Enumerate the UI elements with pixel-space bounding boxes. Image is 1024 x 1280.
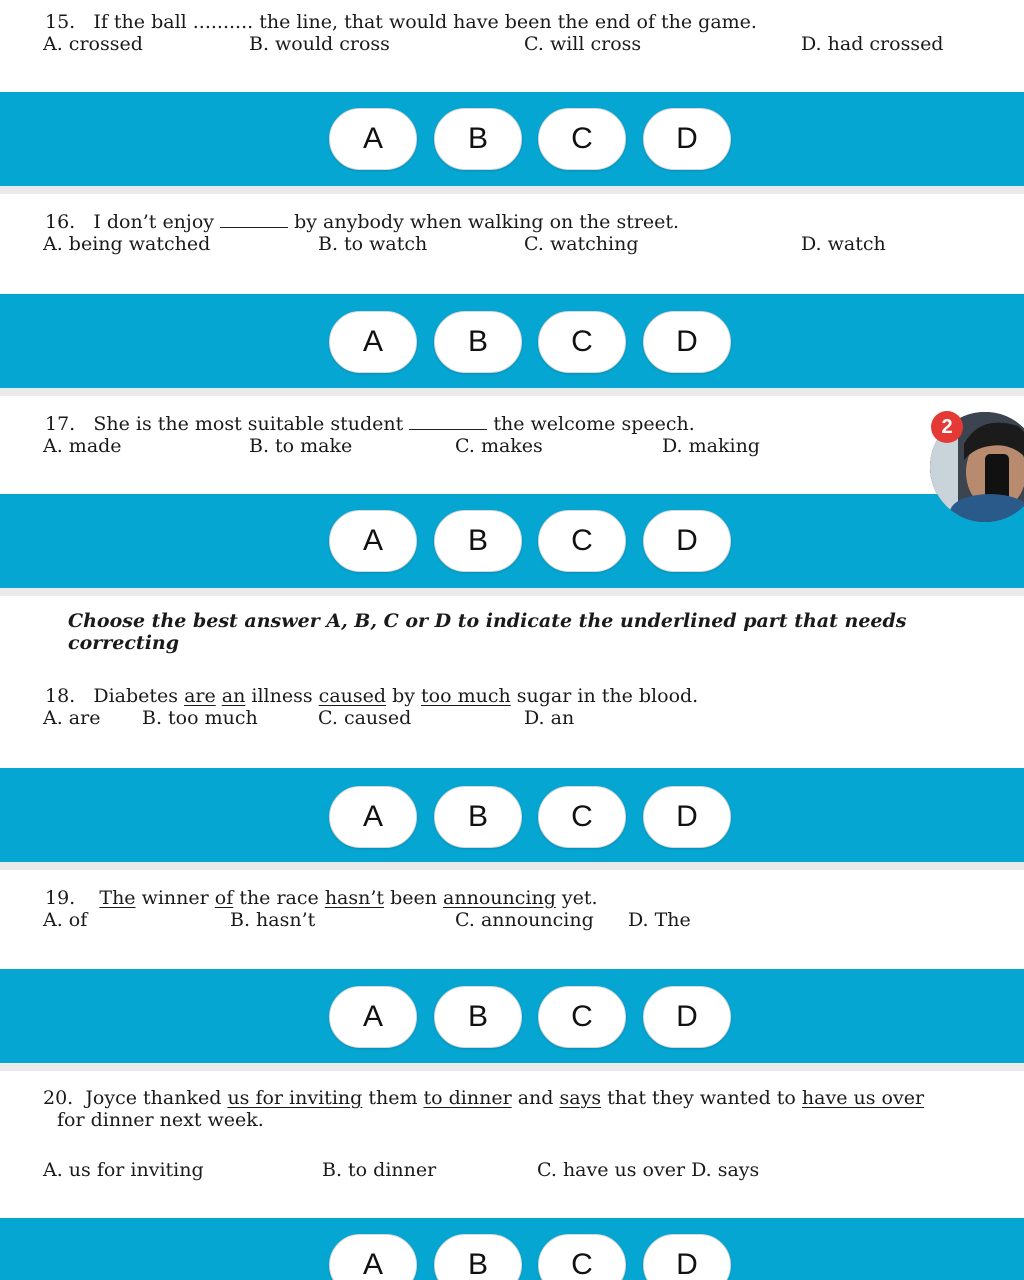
question-16-stem: 16. I don’t enjoy by anybody when walking on the street. (45, 211, 680, 233)
notification-badge: 2 (931, 411, 963, 443)
answer-button-c[interactable]: C (538, 311, 626, 373)
question-17-stem: 17. She is the most suitable student the welcome speech. (45, 413, 695, 435)
question-19-option-d: D. The (628, 909, 691, 931)
answer-button-d[interactable]: D (643, 986, 731, 1048)
answer-button-c[interactable]: C (538, 986, 626, 1048)
underlined-part: hasn’t (324, 887, 385, 909)
question-15-option-d: D. had crossed (801, 33, 944, 55)
divider (0, 388, 1024, 396)
underlined-part: an (221, 685, 246, 707)
answer-button-c[interactable]: C (538, 1234, 626, 1280)
question-20-option-a: A. us for inviting (43, 1159, 204, 1181)
question-15-option-b: B. would cross (249, 33, 390, 55)
answer-blank (409, 415, 487, 430)
answer-button-d[interactable]: D (643, 108, 731, 170)
answer-button-b[interactable]: B (434, 108, 522, 170)
answer-button-c[interactable]: C (538, 108, 626, 170)
underlined-part: us for inviting (227, 1087, 363, 1109)
underlined-part: have us over (801, 1087, 925, 1109)
question-17-option-b: B. to make (249, 435, 353, 457)
question-18-option-a: A. are (43, 707, 101, 729)
question-18-sentence: 18. Diabetes are an illness caused by too much sugar in the blood. (45, 685, 699, 707)
answer-button-a[interactable]: A (329, 510, 417, 572)
question-18-option-b: B. too much (142, 707, 258, 729)
underlined-part: The (99, 887, 136, 909)
divider (0, 1063, 1024, 1071)
answer-button-c[interactable]: C (538, 786, 626, 848)
question-20-sentence: 20. Joyce thanked us for inviting them to dinner and says that they wanted to have us over (43, 1087, 925, 1109)
answer-button-b[interactable]: B (434, 1234, 522, 1280)
question-19-option-a: A. of (43, 909, 88, 931)
answer-button-a[interactable]: A (329, 108, 417, 170)
answer-button-a[interactable]: A (329, 986, 417, 1048)
answer-button-d[interactable]: D (643, 786, 731, 848)
answer-button-d[interactable]: D (643, 510, 731, 572)
question-19-option-b: B. hasn’t (230, 909, 316, 931)
question-20-option-c-d: C. have us over D. says (537, 1159, 760, 1181)
question-19-sentence: 19. The winner of the race hasn’t been announcing yet. (45, 887, 598, 909)
divider (0, 588, 1024, 596)
underlined-part: says (559, 1087, 602, 1109)
answer-button-d[interactable]: D (643, 1234, 731, 1280)
question-20-sentence-line2: for dinner next week. (57, 1109, 264, 1131)
question-15-option-a: A. crossed (43, 33, 143, 55)
answer-button-a[interactable]: A (329, 786, 417, 848)
answer-band-20 (0, 1218, 1024, 1280)
question-20-option-b: B. to dinner (322, 1159, 437, 1181)
answer-button-a[interactable]: A (329, 1234, 417, 1280)
answer-band-16 (0, 294, 1024, 388)
answer-button-b[interactable]: B (434, 986, 522, 1048)
question-19-option-c: C. announcing (455, 909, 594, 931)
answer-button-b[interactable]: B (434, 786, 522, 848)
answer-button-a[interactable]: A (329, 311, 417, 373)
divider (0, 186, 1024, 194)
divider (0, 862, 1024, 870)
underlined-part: are (184, 685, 216, 707)
question-15-option-c: C. will cross (524, 33, 642, 55)
question-16-option-b: B. to watch (318, 233, 428, 255)
underlined-part: of (214, 887, 234, 909)
answer-band-17 (0, 494, 1024, 588)
question-16-option-a: A. being watched (43, 233, 211, 255)
answer-button-c[interactable]: C (538, 510, 626, 572)
section-instruction: Choose the best answer A, B, C or D to indicate the underlined part that needs correcting (68, 610, 907, 654)
answer-band-18 (0, 768, 1024, 862)
question-18-option-c: C. caused (318, 707, 412, 729)
question-18-option-d: D. an (524, 707, 575, 729)
answer-button-d[interactable]: D (643, 311, 731, 373)
question-17-option-d: D. making (662, 435, 760, 457)
answer-band-15 (0, 92, 1024, 186)
question-17-option-a: A. made (43, 435, 122, 457)
answer-button-b[interactable]: B (434, 510, 522, 572)
underlined-part: announcing (443, 887, 556, 909)
underlined-part: too much (421, 685, 511, 707)
answer-button-b[interactable]: B (434, 311, 522, 373)
underlined-part: to dinner (423, 1087, 512, 1109)
question-15-stem: 15. If the ball .......... the line, that would have been the end of the game. (45, 11, 757, 33)
underlined-part: caused (318, 685, 387, 707)
question-16-option-d: D. watch (801, 233, 886, 255)
question-17-option-c: C. makes (455, 435, 543, 457)
answer-band-19 (0, 969, 1024, 1063)
answer-blank (220, 213, 288, 228)
question-16-option-c: C. watching (524, 233, 639, 255)
